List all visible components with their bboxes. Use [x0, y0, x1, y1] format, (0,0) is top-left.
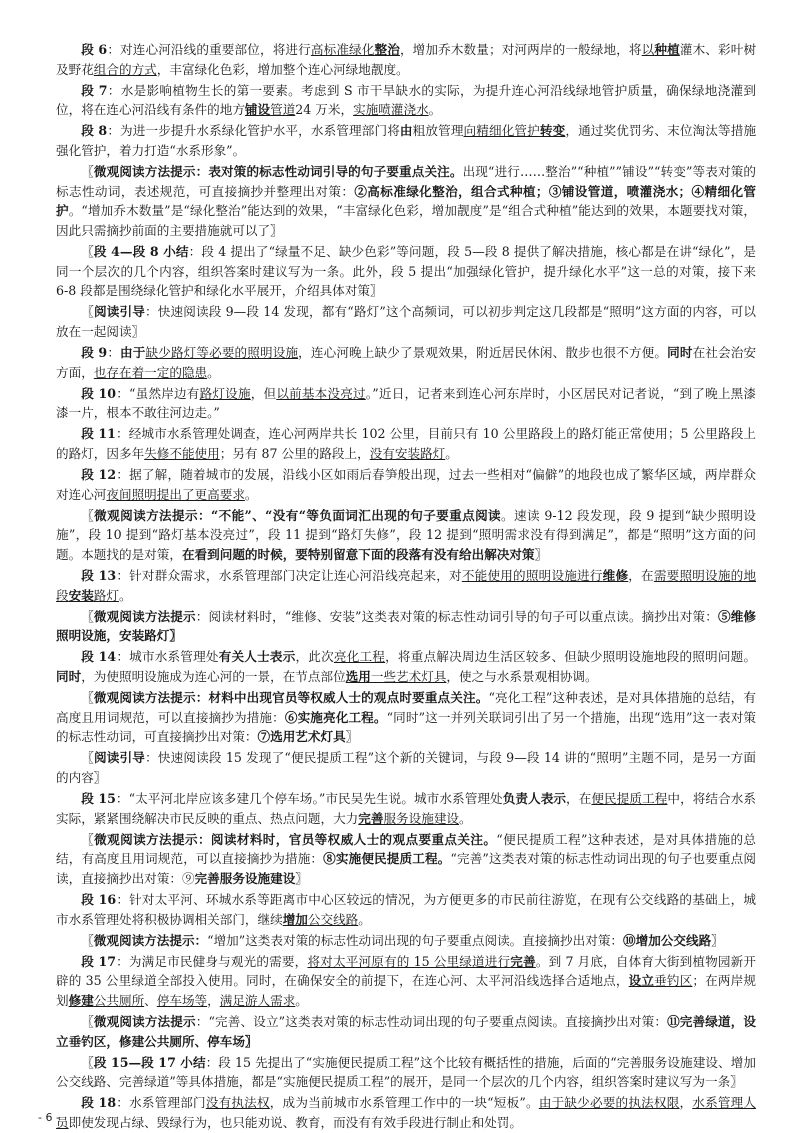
text-run: 〗: [345, 729, 359, 745]
underlined-text: 组合的方式: [93, 61, 157, 77]
bold-underlined-text: 完善: [510, 953, 536, 969]
underlined-text: 向精细化管护: [463, 123, 540, 139]
text-run: ，在: [566, 790, 592, 806]
page-number: - 6 -: [38, 1111, 60, 1124]
text-run: “便民提质工程”这种表述，是对具体措施的总结，有高度且用词规范，可以直接摘抄为措施：: [56, 831, 757, 867]
bold-text: 段 7: [81, 82, 108, 98]
paragraph: [56, 789, 756, 828]
text-run: ：“完善、设立”这类表对策的标志性动词出现的句子要重点阅读。直接摘抄出对策：: [195, 1014, 668, 1029]
text-run: 。”近日，记者来到连心河东岸时，小区居民对记者说，“到了晚上黑漆漆一片，根本不敢往河边走。”: [56, 385, 757, 421]
text-run: ：水是影响植物生长的第一要素。考虑到 S 市干旱缺水的实际，为提升连心河沿线绿地管护质量，确保绿地浇灌到位，将在连心河沿线有条件的地方: [56, 82, 756, 118]
paragraph: [56, 121, 756, 160]
underlined-text: 便民提质工程: [591, 790, 668, 806]
bold-text: ⑩增加公交线路: [623, 932, 712, 948]
underlined-text: 垂钓区: [654, 973, 693, 989]
bold-text: 阅读引导: [93, 304, 145, 320]
bold-text: 段 16: [81, 891, 117, 907]
bold-text: 微观阅读方法提示：材料中出现官员等权威人士的观点时要重点关注。: [93, 690, 489, 705]
text-run: ：为满足市民健身与观光的需要，: [116, 953, 308, 969]
text-run: ：针对群众需求，水系管理部门决定让连心河沿线亮起来，对: [116, 567, 462, 583]
paragraph: [56, 830, 756, 889]
bold-text: 段 15: [81, 790, 116, 806]
text-run: 〖: [81, 1014, 94, 1029]
bold-underlined-text: 转变: [539, 123, 566, 139]
paragraph: [56, 566, 756, 605]
paragraph: [56, 506, 756, 565]
bold-text: 段 15—段 17 小结: [93, 1054, 206, 1070]
text-run: 粗放管理: [412, 123, 464, 139]
bold-underlined-text: 完善: [358, 810, 384, 826]
bold-text: 微观阅读方法提示：表对策的标志性动词引导的句子要重点关注。: [93, 164, 463, 180]
text-run: 。“增加乔木数量”是“绿化整治”能达到的效果，“丰富绿化色彩，增加靓度”是“组合式种植”能达到的效果，本题要找对策，因此只需摘抄前面的主要措施就可以了〗: [56, 203, 756, 238]
paragraph: [56, 748, 756, 787]
bold-text: ⑦选用艺术灯具: [257, 729, 346, 745]
bold-underlined-text: 整治: [374, 42, 400, 57]
text-run: ，使之与水系景观相协调。: [446, 668, 598, 684]
paragraph: [56, 647, 756, 686]
text-run: ，成为当前城市水系管理工作中的一块“短板”。: [269, 1095, 539, 1111]
bold-underlined-text: 设立: [628, 973, 655, 989]
text-run: 。: [244, 486, 258, 502]
text-run: ，丰富绿化色彩，增加整个连心河绿地靓度。: [156, 61, 409, 77]
text-run: 。: [445, 445, 458, 461]
text-run: 。: [428, 102, 442, 118]
paragraph: [56, 952, 756, 1011]
underlined-text: 公共厕所: [93, 992, 145, 1008]
paragraph: [56, 931, 756, 951]
text-run: 〖: [81, 304, 94, 320]
bold-text: 微观阅读方法提示：阅读材料时，官员等权威人士的观点要重点关注。: [94, 831, 497, 847]
bold-text: 段 6: [81, 42, 108, 57]
bold-text: 微观阅读方法提示: [93, 1014, 196, 1029]
text-run: ，增加乔木数量；对河两岸的一般绿地，将: [399, 42, 642, 57]
underlined-text: 没有安装路灯: [369, 445, 446, 461]
text-run: 在社会治安方面，: [56, 344, 757, 380]
bold-text: 在看到问题的时候，要特别留意下面的段落有没有给出解决对策: [181, 546, 535, 562]
text-run: ：阅读材料时，“维修、安装”这类表对策的标志性动词引导的句子可以重点读。摘抄出对策：: [195, 608, 718, 624]
underlined-text: 以: [641, 42, 655, 57]
text-run: 。: [118, 587, 132, 603]
text-run: ：水系管理部门: [116, 1095, 206, 1111]
text-run: 〖: [81, 164, 94, 180]
paragraph: [56, 688, 756, 747]
text-run: 。: [459, 810, 472, 826]
text-run: ：“虽然岸边有: [116, 385, 200, 401]
text-run: ：段 4 提出了“绿量不足、缺少色彩”等问题，段 5—段 8 提供了解决措施，核心都是在讲“绿化”，是同一个层次的几个内容，组织答案时建议写为一条。此外，段 5 提出“加强绿化管护，提升绿化水平”这一总的对策，接下来 6-8 段都是围绕绿化管护和绿化水平展开，介绍具体对策〗: [56, 243, 756, 299]
bold-text: 段 18: [81, 1095, 117, 1111]
bold-underlined-text: 修建: [68, 992, 94, 1008]
paragraph: [56, 1053, 756, 1092]
text-run: “增加”这类表对策的标志性动词出现的句子要重点阅读。直接摘抄出对策：: [207, 932, 624, 948]
underlined-text: 满足游人需求: [219, 992, 296, 1008]
bold-text: 段 10: [81, 385, 117, 401]
bold-text: ②高标准绿化整治，组合式种植；③铺设管道，喷灌浇水；④精细化管护: [56, 183, 757, 219]
text-run: 〗: [711, 932, 724, 948]
text-run: 〖: [81, 690, 94, 705]
bold-underlined-text: 安装: [68, 587, 94, 603]
paragraph: [56, 162, 756, 240]
paragraph: [56, 81, 756, 120]
bold-text: 微观阅读方法提示：: [93, 932, 208, 948]
bold-text: 段 11: [81, 426, 116, 442]
text-run: ，通过奖优罚劣、末位淘汰等措施强化管护，着力打造“水系形象”。: [56, 123, 757, 158]
text-run: ；另有 87 公里的路段上，: [219, 445, 370, 461]
paragraph: [56, 1093, 756, 1132]
text-run: 。: [358, 911, 371, 927]
text-run: ：据了解，随着城市的发展，沿线小区如雨后春笋般出现，过去一些相对“偏僻”的地段也成了繁华区域，两岸群众对连心河: [56, 466, 756, 502]
text-run: 。到 7 月底，自体育大街到植物园新开辟的 35 公里绿道全部投入使用。同时，在确保安全的前提下，在连心河、太平河沿线选择合适地点，: [56, 953, 756, 989]
text-run: ：为进一步提升水系绿化管护水平，水系管理部门将: [107, 123, 400, 139]
text-run: 〖: [81, 608, 94, 624]
bold-text: ⑥实施亮化工程。: [284, 709, 387, 725]
bold-text: 由于: [120, 344, 146, 360]
text-run: ：“太平河北岸应该多建几个停车场。”市民吴先生说。城市水系管理处: [115, 790, 503, 806]
text-run: 〖: [81, 932, 94, 948]
underlined-text: 停车场等: [156, 992, 208, 1008]
text-run: ：对连心河沿线的重要部位，将进行: [107, 42, 311, 57]
text-run: ：: [107, 344, 121, 360]
text-run: ：段 15 先提出了“实施便民提质工程”这个比较有概括性的措施，后面的“完善服务设施建设、增加公交线路、完善绿道”等具体措施，都是“实施便民提质工程”的展开，是同一个层次的几个内容，组织答案时建议写为一条〗: [56, 1054, 756, 1090]
paragraph: [56, 242, 756, 301]
text-run: 〖: [81, 1054, 94, 1070]
paragraph: [56, 1012, 756, 1051]
text-run: ，: [679, 1095, 693, 1111]
bold-underlined-text: 铺设: [244, 102, 271, 118]
bold-text: 段 13: [81, 567, 117, 583]
bold-text: ⑤维修照明设施，安装路灯〗: [56, 608, 757, 644]
text-run: ，为使照明设施成为连心河的一景，在节点部位: [81, 668, 346, 684]
paragraph: [56, 302, 756, 341]
text-run: ：快速阅读段 9—段 14 发现，都有“路灯”这个高频词，可以初步判定这几段都是“照明”这方面的内容，可以放在一起阅读〗: [56, 304, 757, 339]
bold-text: 段 17: [81, 953, 117, 969]
text-run: ，在: [628, 567, 654, 583]
underlined-text: 水系管理人员: [56, 1095, 757, 1130]
bold-text: 由: [399, 123, 413, 139]
underlined-text: 服务设施建设: [383, 810, 459, 826]
bold-text: ⑧实施便民提质工程。: [323, 851, 451, 867]
text-run: “同时”这一并列关联词引出了另一个措施，出现“选用”这一表对策的标志性动词，可直接摘抄出对策：: [56, 709, 757, 745]
text-run: ，但: [250, 385, 277, 401]
text-run: “完善”这类表对策的标志性动词出现的句子也要重点阅读，直接摘抄出对策：⑨: [56, 851, 756, 886]
text-run: 24 万米，: [295, 102, 354, 118]
text-run: 〖: [81, 750, 94, 766]
bold-text: ⑪完善绿道，设立垂钓区，修建公共厕所、停车场〗: [56, 1014, 757, 1049]
text-run: ，连心河晚上缺少了景观效果，附近居民休闲、散步也很不方便。: [298, 344, 668, 360]
bold-text: 同时: [56, 668, 82, 684]
bold-underlined-text: 增加: [282, 911, 308, 927]
bold-text: 阅读引导: [93, 750, 146, 766]
underlined-text: 将对太平河原有的 15 公里绿道进行: [307, 953, 511, 969]
text-run: 〖: [81, 243, 94, 259]
text-run: 中，将结合水系实际，紧紧围绕解决市民反映的重点、热点问题，大力: [56, 790, 757, 826]
paragraph: [56, 607, 756, 646]
bold-text: 微观阅读方法提示：“不能”、“没有“等负面词汇出现的句子要重点阅读: [94, 507, 502, 523]
bold-text: 完善服务设施建设: [194, 870, 296, 886]
underlined-text: 路灯设施: [199, 385, 251, 401]
underlined-text: 亮化工程: [333, 649, 386, 665]
underlined-text: 由于缺少必要的执法权限: [538, 1095, 680, 1111]
bold-text: 段 4—段 8 小结: [93, 243, 189, 259]
underlined-text: 不能使用的照明设施进行: [461, 567, 603, 583]
text-run: 。: [207, 364, 220, 380]
text-run: ，将重点解决周边生活区较多、但缺少照明设施地段的照明问题。: [385, 649, 757, 665]
underlined-text: 高标准绿化: [310, 42, 375, 57]
underlined-text: 需要照明设施的地段: [56, 567, 757, 603]
bold-text: 有关人士表示: [218, 649, 296, 665]
text-run: 〖: [81, 831, 95, 847]
underlined-text: 缺少路灯等必要的照明设施: [145, 344, 299, 360]
underlined-text: 夜间照明提出了更高要求: [106, 486, 245, 502]
paragraph: [56, 465, 756, 504]
underlined-text: 实施喷灌浇水: [353, 102, 429, 118]
text-run: 〗: [295, 870, 308, 886]
text-run: ；在两岸规划: [56, 973, 757, 1008]
text-run: 、: [144, 992, 157, 1008]
text-run: ：经城市水系管理处调查，连心河两岸共长 102 公里，目前只有 10 公里路段上的路灯能正常使用；5 公里路段上的路灯，因多年: [56, 426, 756, 461]
underlined-text: 公交线路: [307, 911, 359, 927]
text-run: ，此次: [295, 649, 334, 665]
text-run: ：快速阅读段 15 发现了“便民提质工程”这个新的关键词，与段 9—段 14 讲的“照明”主题不同，是另一方面的内容〗: [56, 750, 757, 785]
paragraph: [56, 40, 756, 79]
underlined-text: 也存在着一定的隐患: [93, 364, 208, 380]
text-run: ：城市水系管理处: [116, 649, 219, 665]
underlined-text: 以前基本没亮过: [276, 385, 366, 401]
text-run: 。速读 9-12 段发现，段 9 提到“缺少照明设施”，段 10 提到“路灯基本没亮过”，段 11 提到“路灯失修”，段 12 提到“照明需求没有得到满足”，都是“照明”这方面的问题。本题找的是对策，: [56, 507, 757, 562]
bold-text: 段 8: [81, 123, 108, 139]
text-run: “亮化工程”这种表述，是对具体措施的总结，有高度且用词规范，可以直接摘抄为措施：: [56, 690, 756, 725]
bold-underlined-text: 维修: [602, 567, 629, 583]
bold-text: 负责人表示: [502, 790, 567, 806]
paragraph: [56, 424, 756, 463]
bold-text: 段 9: [81, 344, 108, 360]
text-run: 〖: [81, 507, 95, 523]
text-run: 灌木、彩叶树及野花: [56, 42, 757, 77]
paragraph: [56, 343, 756, 382]
bold-text: 同时: [667, 344, 693, 360]
bold-text: 微观阅读方法提示: [93, 608, 196, 624]
paragraph: [56, 890, 756, 929]
text-run: 即使发现占绿、毁绿行为，也只能劝说、教育，而没有有效手段进行制止和处罚。: [68, 1114, 522, 1130]
underlined-text: 管道: [270, 102, 296, 118]
underlined-text: 失修不能使用: [144, 445, 220, 461]
text-run: 出现“进行……整治”“种植””铺设”“转变”等表对策的标志性动词，表述规范，可直接摘抄并整理出对策：: [56, 164, 757, 199]
text-run: 〗: [534, 546, 548, 562]
text-run: ：针对太平河、环城水系等距离市中心区较远的情况，为方便更多的市民前往游览，在现有公交线路的基础上，城市水系管理处将积极协调相关部门，继续: [56, 891, 756, 927]
paragraph: [56, 384, 756, 423]
bold-underlined-text: 种植: [654, 42, 680, 57]
text-run: 。: [295, 992, 308, 1008]
bold-text: 段 12: [81, 466, 117, 482]
bold-underlined-text: 选用: [345, 668, 371, 684]
underlined-text: 没有执法权: [205, 1095, 270, 1111]
text-run: ，: [207, 992, 220, 1008]
underlined-text: 路灯: [93, 587, 119, 603]
underlined-text: 一些艺术灯具: [370, 668, 447, 684]
bold-text: 段 14: [81, 649, 117, 665]
